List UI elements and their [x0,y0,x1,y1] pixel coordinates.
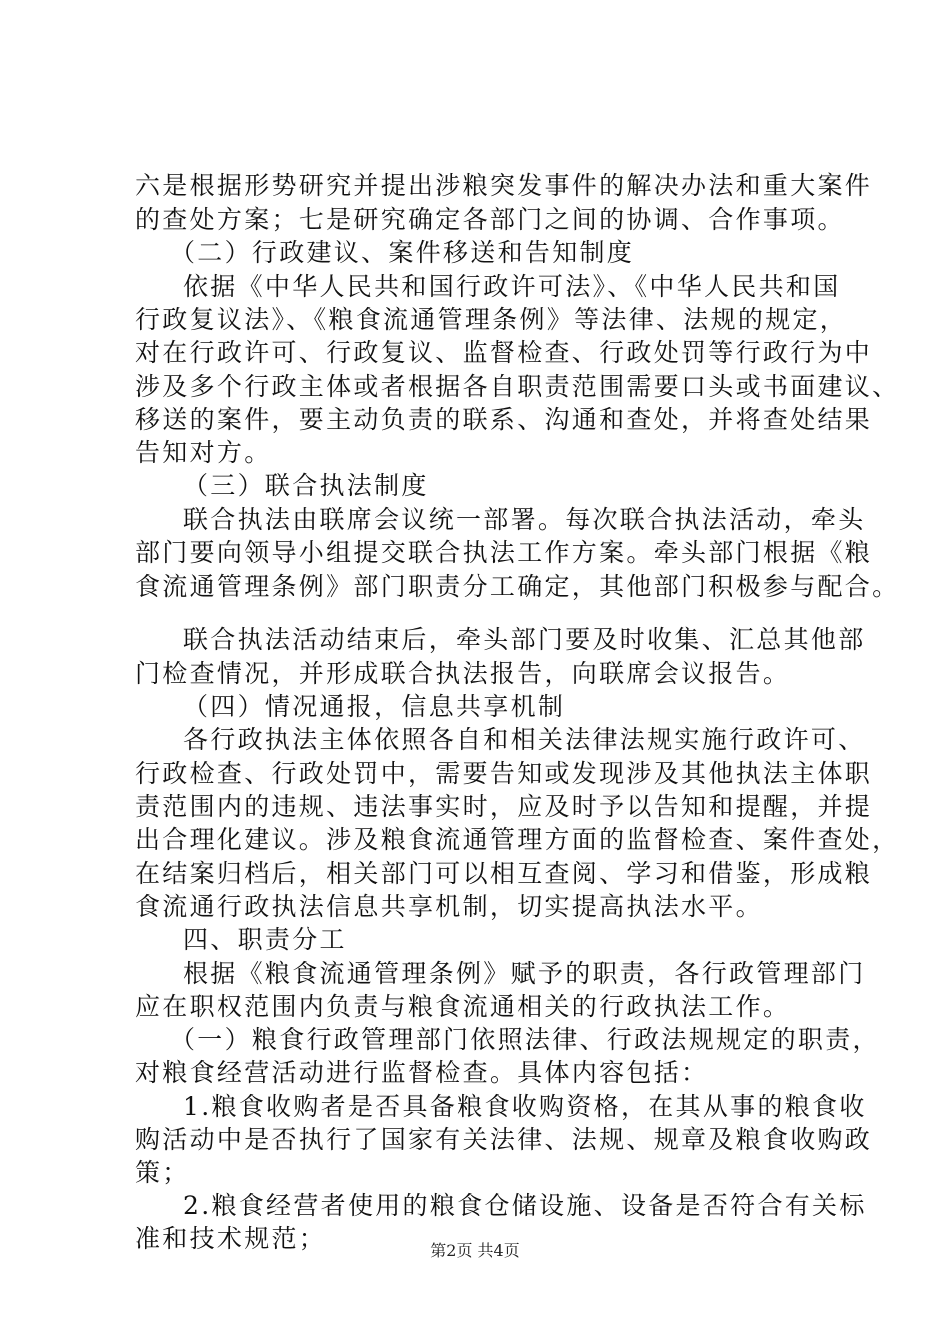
text-line: 食流通管理条例》部门职责分工确定，其他部门积极参与配合。 [135,572,900,601]
section-heading: （二）行政建议、案件移送和告知制度 [170,238,635,267]
text-line: 责范围内的违规、违法事实时，应及时予以告知和提醒，并提 [135,792,873,821]
text-line: 告知对方。 [135,438,272,467]
text-line: 2.粮食经营者使用的粮食仓储设施、设备是否符合有关标 [183,1191,867,1220]
text-line: 策； [135,1158,190,1187]
section-heading: （三）联合执法制度 [183,471,429,500]
text-line: 涉及多个行政主体或者根据各自职责范围需要口头或书面建议、 [135,372,900,401]
text-line: 食流通行政执法信息共享机制，切实提高执法水平。 [135,892,763,921]
text-line: 对粮食经营活动进行监督检查。具体内容包括： [135,1058,709,1087]
text-line: 应在职权范围内负责与粮食流通相关的行政执法工作。 [135,992,791,1021]
text-line: （一）粮食行政管理部门依照法律、行政法规规定的职责， [170,1025,880,1054]
text-line: 的查处方案；七是研究确定各部门之间的协调、合作事项。 [135,205,845,234]
text-line: 出合理化建议。涉及粮食流通管理方面的监督检查、案件查处， [135,825,900,854]
text-line: 对在行政许可、行政复议、监督检查、行政处罚等行政行为中 [135,338,873,367]
text-line: 准和技术规范； [135,1224,327,1253]
text-line: 在结案归档后，相关部门可以相互查阅、学习和借鉴，形成粮 [135,859,873,888]
text-line: 购活动中是否执行了国家有关法律、法规、规章及粮食收购政 [135,1125,873,1154]
page-number: 第2页 共4页 [430,1241,520,1260]
text-line: 依据《中华人民共和国行政许可法》、《中华人民共和国 [183,272,841,301]
text-line: 各行政执法主体依照各自和相关法律法规实施行政许可、 [183,725,866,754]
text-line: 1.粮食收购者是否具备粮食收购资格，在其从事的粮食收 [183,1092,867,1121]
text-line: 移送的案件，要主动负责的联系、沟通和查处，并将查处结果 [135,405,873,434]
section-heading: 四、职责分工 [183,925,347,954]
text-line: 部门要向领导小组提交联合执法工作方案。牵头部门根据《粮 [135,538,873,567]
text-line: 根据《粮食流通管理条例》赋予的职责，各行政管理部门 [183,959,866,988]
text-line: 六是根据形势研究并提出涉粮突发事件的解决办法和重大案件 [135,171,873,200]
text-line: 联合执法活动结束后，牵头部门要及时收集、汇总其他部 [183,625,866,654]
text-line: 行政复议法》、《粮食流通管理条例》等法律、法规的规定， [135,305,848,334]
section-heading: （四）情况通报，信息共享机制 [183,692,566,721]
text-line: 联合执法由联席会议统一部署。每次联合执法活动，牵头 [183,505,866,534]
text-line: 行政检查、行政处罚中，需要告知或发现涉及其他执法主体职 [135,759,873,788]
text-line: 门检查情况，并形成联合执法报告，向联席会议报告。 [135,659,791,688]
